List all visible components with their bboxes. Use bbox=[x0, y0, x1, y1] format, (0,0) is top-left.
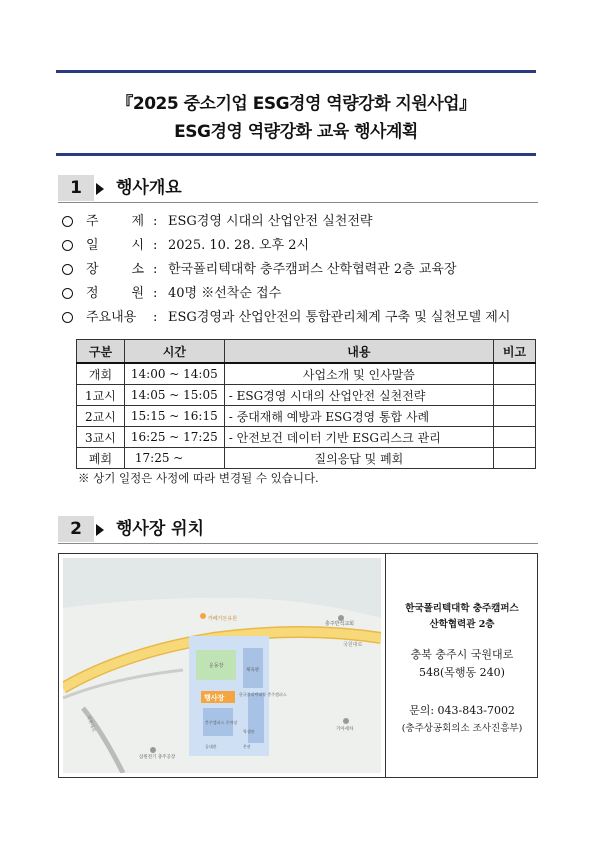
schedule-content: - 안전보건 데이터 기반 ESG리스크 관리 bbox=[224, 427, 493, 448]
info-value-place: 한국폴리텍대학 충주캠퍼스 산학협력관 2층 교육장 bbox=[168, 262, 457, 277]
table-row bbox=[77, 363, 536, 385]
triangle-arrow-icon bbox=[96, 183, 104, 195]
schedule-note bbox=[494, 406, 536, 427]
schedule-category: 2교시 bbox=[77, 406, 125, 427]
info-key-datetime bbox=[86, 235, 144, 257]
address-name-line1: 한국폴리텍대학 충주캠퍼스 bbox=[405, 603, 519, 614]
map-label-road: 국원대로 bbox=[343, 642, 363, 648]
table-row bbox=[77, 406, 536, 427]
info-separator: : bbox=[153, 262, 158, 277]
info-key-char: 장 bbox=[86, 262, 99, 277]
schedule-note bbox=[494, 363, 536, 385]
info-key-char: 정 bbox=[86, 286, 99, 301]
section2-rule bbox=[58, 543, 538, 544]
schedule-content: 사업소개 및 인사말씀 bbox=[224, 363, 493, 385]
schedule-time: 14:05 ~ 15:05 bbox=[124, 385, 224, 406]
section1-number: 1 bbox=[58, 175, 94, 201]
address-name-line2: 산학협력관 2층 bbox=[429, 619, 495, 630]
store-pin-icon bbox=[343, 718, 349, 724]
location-box bbox=[58, 553, 538, 778]
info-value-content: ESG경영과 산업안전의 통합관리체계 구축 및 실천모델 제시 bbox=[168, 310, 511, 325]
map-label-cafe: 카페가든유원 bbox=[208, 616, 237, 622]
info-separator: : bbox=[153, 310, 158, 325]
schedule-table bbox=[76, 339, 536, 469]
schedule-header-content: 내용 bbox=[224, 340, 493, 364]
info-key-place bbox=[86, 259, 144, 281]
section2-title: 행사장 위치 bbox=[116, 519, 205, 539]
map-graphic bbox=[63, 558, 381, 773]
map-label-side-road: 국원대로 bbox=[85, 714, 96, 734]
schedule-time: 15:15 ~ 16:15 bbox=[124, 406, 224, 427]
triangle-arrow-icon bbox=[96, 524, 104, 536]
info-key-char: 시 bbox=[131, 238, 144, 253]
document-title-box bbox=[56, 70, 536, 156]
table-row bbox=[77, 385, 536, 406]
schedule-header-note: 비고 bbox=[494, 340, 536, 364]
factory-pin-icon bbox=[150, 747, 156, 753]
address-panel bbox=[385, 554, 538, 777]
cafe-pin-icon bbox=[200, 613, 206, 619]
info-value-capacity: 40명 ※선착순 접수 bbox=[168, 286, 282, 301]
map-label-venue: 행사장 bbox=[204, 694, 225, 702]
info-key-content: 주요내용 bbox=[86, 310, 137, 325]
schedule-note bbox=[494, 385, 536, 406]
building-block bbox=[248, 693, 264, 743]
info-key-topic bbox=[86, 211, 144, 233]
info-key-capacity bbox=[86, 283, 144, 305]
table-row bbox=[77, 427, 536, 448]
info-key-char: 일 bbox=[86, 238, 99, 253]
schedule-header-category: 구분 bbox=[77, 340, 125, 364]
map-label-bldg2: 공대관 bbox=[205, 744, 217, 749]
circle-bullet-icon bbox=[62, 264, 73, 275]
address-line2: 548(목행동 240) bbox=[419, 666, 505, 679]
map-label-bldg4: 학생관 bbox=[243, 729, 255, 734]
info-key-char: 소 bbox=[131, 262, 144, 277]
map-label-college: 한국폴리텍대학 충주캠퍼스 bbox=[239, 692, 287, 697]
contact-org: (충주상공회의소 조사진흥부) bbox=[401, 723, 523, 734]
schedule-time: 17:25 ~ bbox=[124, 448, 224, 469]
location-map[interactable] bbox=[63, 558, 381, 773]
map-label-store: 기아세차 bbox=[336, 727, 354, 732]
info-value-topic: ESG경영 시대의 산업안전 실천전략 bbox=[168, 214, 373, 229]
section1-rule bbox=[58, 202, 538, 203]
map-label-factory: 삼원전기 충주공장 bbox=[139, 755, 176, 760]
info-key-char: 제 bbox=[131, 214, 144, 229]
map-label-bldg3: 본관 bbox=[243, 744, 251, 749]
schedule-category: 폐회 bbox=[77, 448, 125, 469]
schedule-category: 개회 bbox=[77, 363, 125, 385]
schedule-note bbox=[494, 448, 536, 469]
table-row bbox=[77, 448, 536, 469]
circle-bullet-icon bbox=[62, 216, 73, 227]
schedule-category: 3교시 bbox=[77, 427, 125, 448]
section2-number: 2 bbox=[58, 516, 94, 542]
info-key-char: 주 bbox=[86, 214, 99, 229]
document-title-line1: 『2025 중소기업 ESG경영 역량강화 지원사업』 bbox=[116, 94, 476, 114]
schedule-time: 16:25 ~ 17:25 bbox=[124, 427, 224, 448]
contact-phone: 문의: 043-843-7002 bbox=[409, 704, 515, 717]
schedule-header-time: 시간 bbox=[124, 340, 224, 364]
info-value-datetime: 2025. 10. 28. 오후 2시 bbox=[168, 238, 310, 253]
schedule-time: 14:00 ~ 14:05 bbox=[124, 363, 224, 385]
map-label-church: 충주반석교회 bbox=[325, 621, 354, 627]
map-label-gym: 체육관 bbox=[246, 668, 260, 673]
circle-bullet-icon bbox=[62, 288, 73, 299]
schedule-content: 질의응답 및 폐회 bbox=[224, 448, 493, 469]
schedule-footnote: ※ 상기 일정은 사정에 따라 변경될 수 있습니다. bbox=[78, 471, 319, 485]
section1-title: 행사개요 bbox=[116, 178, 182, 198]
address-line1: 충북 충주시 국원대로 bbox=[410, 648, 514, 661]
info-separator: : bbox=[153, 238, 158, 253]
info-key-char: 원 bbox=[131, 286, 144, 301]
document-title-line2: ESG경영 역량강화 교육 행사계획 bbox=[174, 122, 418, 142]
info-separator: : bbox=[153, 286, 158, 301]
map-label-field: 운동장 bbox=[209, 663, 224, 669]
schedule-category: 1교시 bbox=[77, 385, 125, 406]
circle-bullet-icon bbox=[62, 312, 73, 323]
schedule-note bbox=[494, 427, 536, 448]
schedule-header-row bbox=[77, 340, 536, 364]
circle-bullet-icon bbox=[62, 240, 73, 251]
info-separator: : bbox=[153, 214, 158, 229]
section2-heading bbox=[58, 516, 538, 544]
section1-heading bbox=[58, 175, 538, 203]
river-area bbox=[63, 558, 381, 618]
schedule-content: - 중대재해 예방과 ESG경영 통합 사례 bbox=[224, 406, 493, 427]
map-label-bldg1: 충주캠퍼스 주차장 bbox=[205, 720, 238, 725]
schedule-content: - ESG경영 시대의 산업안전 실천전략 bbox=[224, 385, 493, 406]
